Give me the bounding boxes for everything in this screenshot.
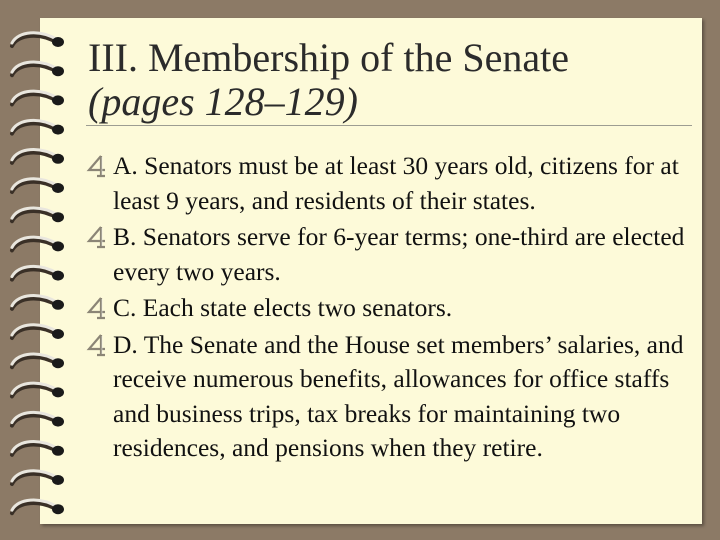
four-digit-icon <box>86 154 108 178</box>
bullet-text: A. Senators must be at least 30 years old, citizens for at least 9 years, and residents of their states. <box>113 151 679 215</box>
binding-ring <box>12 412 64 426</box>
spiral-binding <box>0 0 80 540</box>
four-digit-icon <box>86 296 108 320</box>
binding-ring <box>12 471 64 485</box>
binding-ring <box>12 296 64 310</box>
binding-ring <box>12 325 64 339</box>
four-digit-icon <box>86 225 108 249</box>
title-line-2: (pages 128–129) <box>88 79 358 124</box>
binding-ring <box>12 91 64 105</box>
bullet-item-c <box>86 291 686 326</box>
binding-ring <box>12 500 64 514</box>
binding-ring <box>12 237 64 251</box>
binding-ring <box>12 62 64 76</box>
title-divider <box>86 125 692 126</box>
binding-ring <box>12 120 64 134</box>
binding-ring <box>12 442 64 456</box>
binding-ring <box>12 179 64 193</box>
bullet-text: C. Each state elects two senators. <box>113 293 453 322</box>
binding-ring <box>12 33 64 47</box>
four-digit-icon <box>86 333 108 357</box>
bullet-item-b <box>86 220 686 289</box>
binding-ring <box>12 150 64 164</box>
page-title <box>88 36 698 124</box>
binding-ring <box>12 208 64 222</box>
title-line-1: III. Membership of the Senate <box>88 35 569 80</box>
binding-ring <box>12 383 64 397</box>
bullet-item-d <box>86 328 686 466</box>
bullet-text: D. The Senate and the House set members’ salaries, and receive numerous benefits, allowances for office staffs and business trips, tax breaks for maintaining two residences, and pensions when they retire. <box>113 329 684 462</box>
binding-ring <box>12 266 64 280</box>
binding-ring <box>12 354 64 368</box>
bullet-list <box>86 149 686 468</box>
bullet-item-a <box>86 149 686 218</box>
bullet-text: B. Senators serve for 6-year terms; one-third are elected every two years. <box>113 222 685 286</box>
